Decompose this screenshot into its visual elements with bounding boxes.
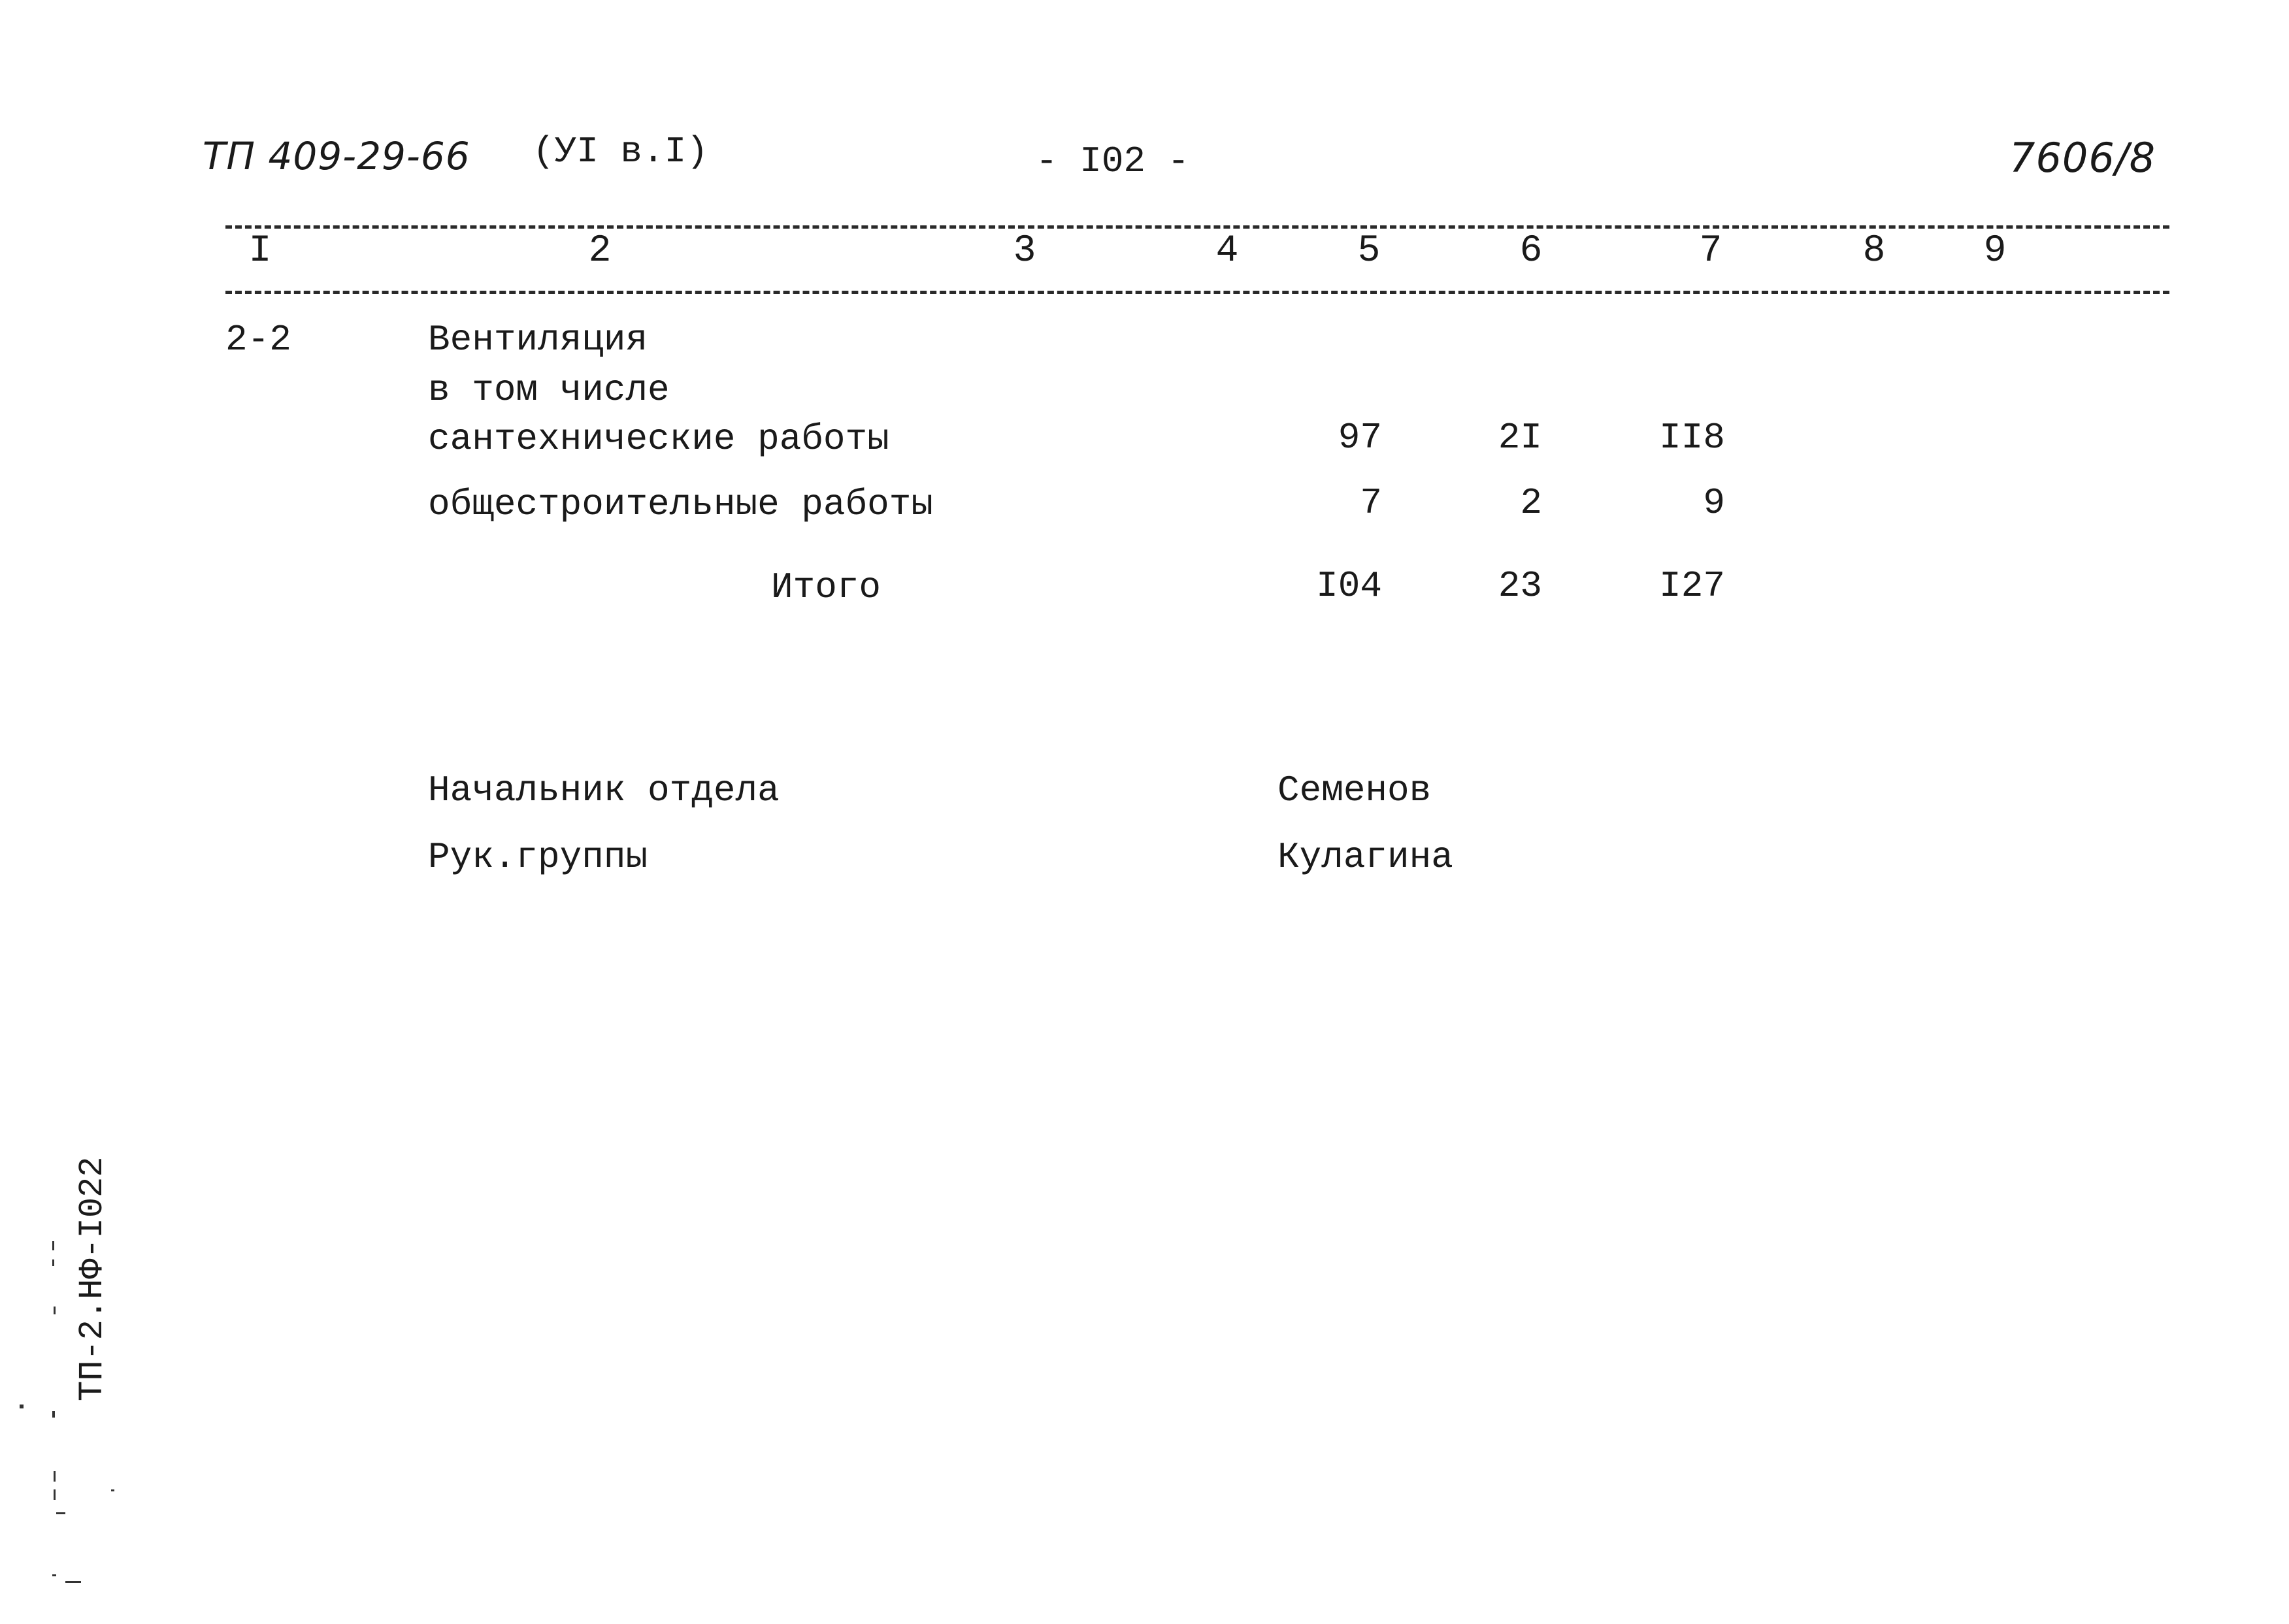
column-header-5: 5 — [1357, 230, 1381, 272]
volume-label: (УI в.I) — [533, 131, 708, 172]
total-col6-value: 23 — [1498, 565, 1542, 607]
column-header-2: 2 — [588, 230, 612, 272]
signature-name-head: Семенов — [1277, 770, 1432, 811]
column-header-7: 7 — [1699, 230, 1722, 272]
row2-col7-value: 9 — [1703, 482, 1725, 524]
signature-name-group-lead: Кулагина — [1277, 836, 1453, 878]
page-number: - I02 - — [1036, 140, 1190, 182]
sheet-code: 7606/8 — [2009, 134, 2156, 182]
row-label-sanitary: сантехнические работы — [428, 418, 889, 460]
row1-col7-value: II8 — [1659, 417, 1725, 459]
column-header-4: 4 — [1215, 230, 1239, 272]
section-title: Вентиляция — [428, 319, 648, 361]
column-header-3: 3 — [1013, 230, 1036, 272]
total-col5-value: I04 — [1316, 565, 1382, 607]
row2-col5-value: 7 — [1360, 482, 1382, 524]
signature-role-head: Начальник отдела — [428, 770, 780, 811]
header-top-rule — [225, 225, 2169, 229]
row1-col6-value: 2I — [1498, 417, 1542, 459]
signature-role-group-lead: Рук.группы — [428, 836, 648, 878]
row2-col6-value: 2 — [1520, 482, 1542, 524]
side-stamp: ТП-2.НФ-I022 — [73, 1156, 112, 1401]
total-label: Итого — [771, 566, 881, 608]
column-header-6: 6 — [1519, 230, 1543, 272]
scan-marks-decoration — [13, 1228, 118, 1594]
column-header-8: 8 — [1862, 230, 1886, 272]
column-header-9: 9 — [1983, 230, 2007, 272]
document-code: ТП 409-29-66 — [203, 134, 470, 178]
section-subtitle: в том числе — [428, 369, 670, 411]
header-bottom-rule — [225, 291, 2169, 294]
section-number: 2-2 — [225, 319, 291, 361]
row-label-general-construction: общестроительные работы — [428, 483, 933, 525]
total-col7-value: I27 — [1659, 565, 1725, 607]
column-header-1: I — [248, 230, 272, 272]
row1-col5-value: 97 — [1338, 417, 1382, 459]
